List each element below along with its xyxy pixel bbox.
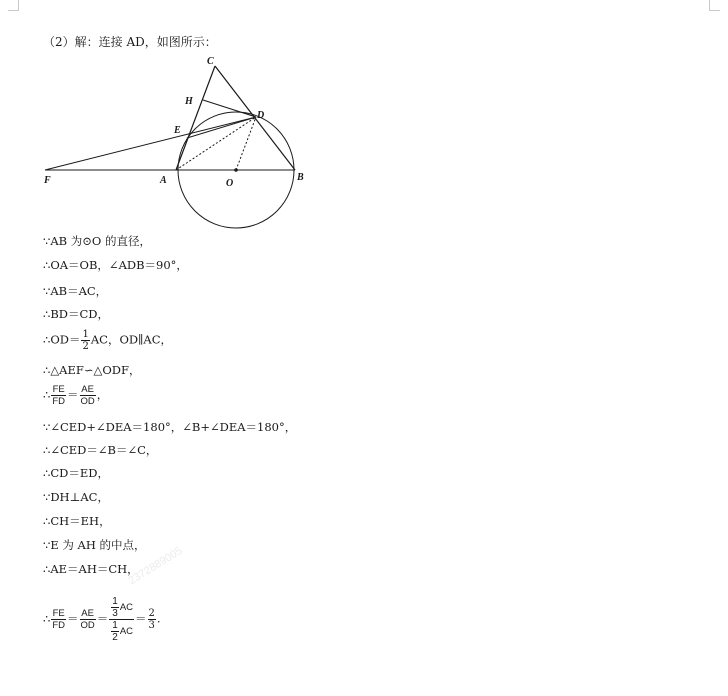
proof-step: ∴OA＝OB，∠ADB＝90°， [43,258,188,272]
proof-step: ∵AB 为⊙O 的直径， [43,234,151,248]
proof-step [43,329,172,352]
fraction-ae-od [80,608,96,631]
fraction-ae-od [80,384,96,407]
step-text: ， [96,387,109,402]
fraction-one-third [111,596,119,619]
equals-sign: ＝ [135,611,147,626]
fraction-denominator: OD [80,620,95,631]
label-h: H [185,96,193,107]
proof-step: ∴AE＝AH＝CH， [43,562,139,576]
fraction-denominator: 3 [148,620,155,631]
line-ad-dashed [176,117,256,170]
fraction-two-thirds [148,608,156,631]
label-a: A [160,175,167,186]
step-text: ∴ [43,611,51,626]
proof-step: ∴∠CED＝∠B＝∠C， [43,443,158,457]
fraction-fe-fd [51,384,66,407]
equals-sign: ＝ [67,611,79,626]
step-text: ∴ [43,387,51,402]
fraction-numerator: FE [52,608,65,619]
proof-step: ∴BD＝CD， [43,307,110,321]
step-text: AC，OD∥AC， [90,332,173,347]
segment-ac: AC [119,626,134,638]
line-fd [45,117,256,170]
fraction-denominator: FD [52,620,65,631]
geometry-figure [0,0,728,240]
label-f: F [44,175,51,186]
watermark: 2372889005 [126,544,185,588]
equals-sign: ＝ [96,611,109,626]
fraction-denominator: 3 [112,608,118,619]
fraction-numerator: AE [81,608,94,619]
proof-step: ∵AB＝AC， [43,284,108,298]
step-text: ∴OD＝ [43,332,81,347]
fraction-denominator: 2 [82,341,89,352]
proof-step: ∴△AEF∽△ODF， [43,363,141,377]
fraction-one-half [81,329,89,352]
proof-step: ∵DH⊥AC， [43,490,109,504]
proof-step: ∴CD＝ED， [43,466,109,480]
fraction-numerator: 2 [148,608,155,619]
proof-step: ∵E 为 AH 的中点， [43,538,146,552]
fraction-denominator: OD [80,396,95,407]
proof-step [43,596,161,643]
proof-step: ∴CH＝EH， [43,514,111,528]
fraction-one-half [111,620,119,643]
label-d: D [257,110,265,121]
label-b: B [297,172,304,183]
fraction-numerator: AE [81,384,94,395]
compound-numerator [109,596,134,620]
line-ac [176,66,215,170]
equals-sign: ＝ [67,387,79,402]
proof-step: ∵∠CED+∠DEA＝180°，∠B+∠DEA＝180°， [43,420,297,434]
fraction-denominator: 2 [112,632,118,643]
line-cb [215,66,295,170]
fraction-numerator: 1 [82,329,89,340]
solution-intro: （2）解：连接 AD，如图所示： [43,35,217,49]
compound-denominator [109,620,134,643]
step-text: . [156,611,161,626]
compound-fraction [109,596,134,643]
label-e: E [174,125,181,136]
center-point-o [234,168,238,172]
fraction-numerator: 1 [112,596,118,607]
label-c: C [207,56,214,67]
proof-step [43,384,108,407]
fraction-numerator: 1 [112,620,118,631]
line-od-dashed [236,117,256,170]
line-ed [187,117,256,138]
fraction-denominator: FD [52,396,65,407]
segment-ac: AC [119,602,134,614]
fraction-fe-fd [51,608,66,631]
fraction-numerator: FE [52,384,65,395]
label-o: O [226,178,234,189]
